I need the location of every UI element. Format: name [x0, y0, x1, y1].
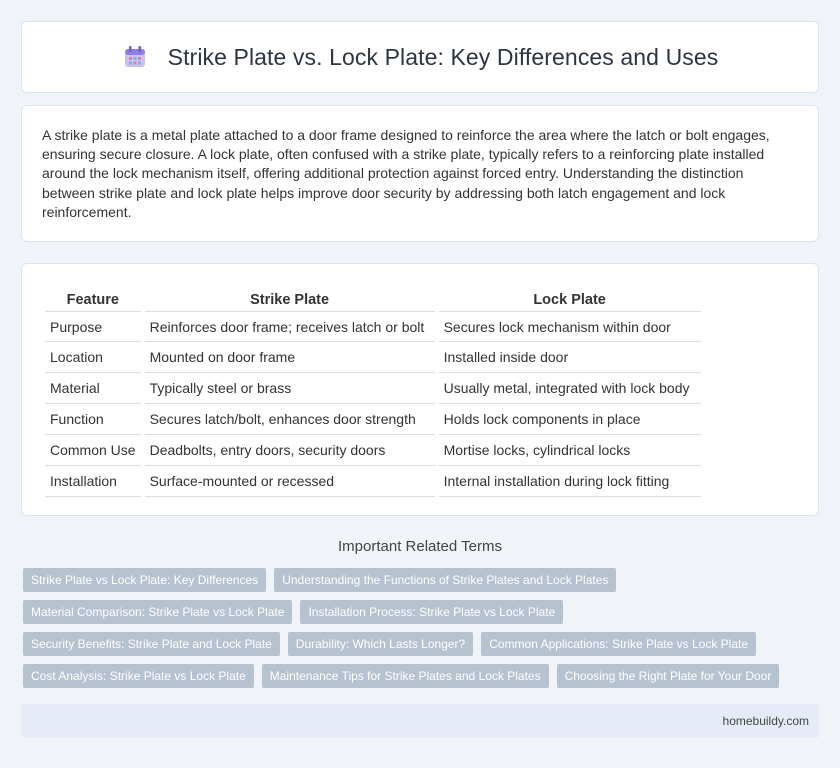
table-cell: Mortise locks, cylindrical locks: [439, 435, 701, 466]
related-term-link[interactable]: Strike Plate vs Lock Plate: Key Differences: [23, 568, 266, 592]
comparison-table: [41, 285, 705, 497]
table-cell: Mounted on door frame: [145, 342, 435, 373]
related-term-link[interactable]: Maintenance Tips for Strike Plates and Lock Plates: [262, 664, 549, 688]
table-cell: Secures lock mechanism within door: [439, 311, 701, 342]
table-cell: Installed inside door: [439, 342, 701, 373]
table-row: [45, 311, 701, 342]
calendar-icon: [122, 44, 148, 70]
table-cell: Reinforces door frame; receives latch or bolt: [145, 311, 435, 342]
related-term-link[interactable]: Common Applications: Strike Plate vs Lock Plate: [481, 632, 756, 656]
intro-card: [21, 105, 819, 242]
table-header-row: [45, 285, 701, 311]
table-cell: Location: [45, 342, 141, 373]
related-term-link[interactable]: Understanding the Functions of Strike Plates and Lock Plates: [274, 568, 616, 592]
related-term-link[interactable]: Material Comparison: Strike Plate vs Lock Plate: [23, 600, 292, 624]
related-term-link[interactable]: Installation Process: Strike Plate vs Lock Plate: [300, 600, 563, 624]
page-title: Strike Plate vs. Lock Plate: Key Differences and Uses: [167, 43, 719, 70]
related-terms-heading: Important Related Terms: [338, 538, 502, 555]
table-row: [45, 404, 701, 435]
intro-text: A strike plate is a metal plate attached to a door frame designed to reinforce the area where the latch or bolt engages, ensuring secure closure. A lock plate, often confused with a strike plate, typically refers to a reinforcing plate installed around the lock mechanism itself, offering additional protection against forced entry. Understanding the distinction between strike plate and lock plate helps improve door security by addressing both latch engagement and lock reinforcement.: [42, 127, 770, 220]
table-row: [45, 342, 701, 373]
related-terms-list: [23, 568, 823, 696]
title-card: [21, 21, 819, 93]
related-term-link[interactable]: Durability: Which Lasts Longer?: [288, 632, 473, 656]
table-row: [45, 373, 701, 404]
table-cell: Usually metal, integrated with lock body: [439, 373, 701, 404]
table-row: [45, 466, 701, 497]
related-term-link[interactable]: Cost Analysis: Strike Plate vs Lock Plate: [23, 664, 254, 688]
header-feature: Feature: [66, 292, 119, 308]
header-lock-plate: Lock Plate: [533, 292, 606, 308]
footer-site-link[interactable]: homebuildy.com: [722, 714, 809, 728]
related-term-link[interactable]: Choosing the Right Plate for Your Door: [557, 664, 780, 688]
table-cell: Material: [45, 373, 141, 404]
table-cell: Purpose: [45, 311, 141, 342]
table-row: [45, 435, 701, 466]
header-strike-plate: Strike Plate: [250, 292, 330, 308]
related-term-link[interactable]: Security Benefits: Strike Plate and Lock Plate: [23, 632, 280, 656]
table-cell: Secures latch/bolt, enhances door strength: [145, 404, 435, 435]
comparison-card: [21, 263, 819, 516]
table-cell: Surface-mounted or recessed: [145, 466, 435, 497]
table-cell: Typically steel or brass: [145, 373, 435, 404]
table-cell: Deadbolts, entry doors, security doors: [145, 435, 435, 466]
table-cell: Common Use: [45, 435, 141, 466]
table-cell: Holds lock components in place: [439, 404, 701, 435]
footer: [21, 704, 819, 738]
table-cell: Internal installation during lock fitting: [439, 466, 701, 497]
table-cell: Installation: [45, 466, 141, 497]
table-cell: Function: [45, 404, 141, 435]
